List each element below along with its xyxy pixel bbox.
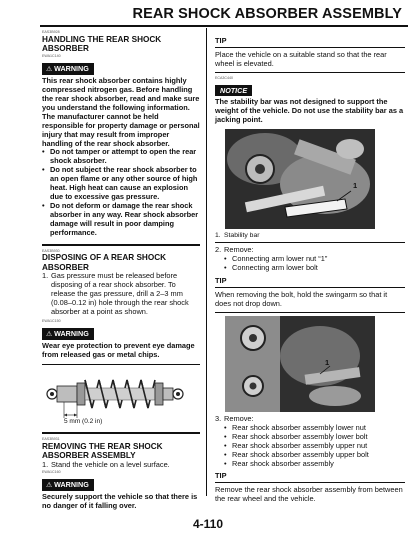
list-item: • Connecting arm lower bolt xyxy=(224,263,318,273)
shock-absorber-illustration xyxy=(42,368,200,430)
step-item: 1. Gas pressure must be released before disposing of a rear shock absorber. To release the gas pressure, drill a 2–3 mm (0.08–0.12 in) hole through the rear shock absorber at a point as shown. xyxy=(42,271,189,316)
dimension-label: 5 mm (0.2 in) xyxy=(64,418,103,426)
notice-text: The stability bar was not designed to support the weight of the vehicle. Do not use the stability bar as a jacking point. xyxy=(215,97,404,125)
stability-bar-photo-art xyxy=(225,129,375,229)
warning-code: EWA1C160 xyxy=(42,469,61,474)
bullet-icon: • xyxy=(42,165,45,175)
section-code: EAS3B931 xyxy=(42,437,60,442)
shock-absorber-photo xyxy=(225,316,375,412)
warning-triangle-icon: ⚠ xyxy=(46,66,53,74)
left-column xyxy=(42,30,200,511)
shock-absorber-photo-art xyxy=(225,316,375,412)
divider xyxy=(215,312,405,313)
section-heading-handling: HANDLING THE REAR SHOCK ABSORBER xyxy=(42,34,162,54)
list-item: • Rear shock absorber assembly lower nut xyxy=(224,422,366,432)
divider xyxy=(215,72,405,73)
tip-label: TIP xyxy=(215,36,227,45)
section-heading-disposing: DISPOSING OF A REAR SHOCK ABSORBER xyxy=(42,253,167,272)
list-item: • Do not tamper or attempt to open the rear shock absorber. xyxy=(42,147,197,166)
warning-text: This rear shock absorber contains highly compressed nitrogen gas. Before handling the rear shock absorber, read and make sure you understand the following information. The manufacturer cannot be held responsible for property damage or personal injury that may result from improper handling of the rear shock absorber. xyxy=(42,76,200,148)
section-code: EAS3B930 xyxy=(42,248,60,253)
list-item: • Rear shock absorber assembly upper bolt xyxy=(224,449,369,459)
notice-code: ECA3C440 xyxy=(215,75,233,80)
bullet-icon: • xyxy=(42,200,45,210)
warning-label: WARNING xyxy=(54,329,89,339)
bullet-icon: • xyxy=(224,440,227,450)
bullet-icon: • xyxy=(224,263,227,273)
bullet-icon: • xyxy=(224,254,227,264)
tip-label: TIP xyxy=(215,276,227,286)
warning-code: EWA1C150 xyxy=(42,318,61,323)
tip-text: When removing the bolt, hold the swingarm so that it does not drop down. xyxy=(215,290,388,309)
divider xyxy=(215,287,405,288)
stability-bar-photo xyxy=(225,129,375,229)
callout-number: 1 xyxy=(353,181,358,191)
divider xyxy=(215,242,405,243)
divider xyxy=(215,47,405,48)
notice-badge: NOTICE xyxy=(215,85,252,96)
tip-text: Place the vehicle on a suitable stand so that the rear wheel is elevated. xyxy=(215,50,387,68)
list-item: • Rear shock absorber assembly lower bolt xyxy=(224,431,368,441)
warning-badge xyxy=(42,479,94,491)
warning-code: EWA1C140 xyxy=(42,53,61,58)
tip-label: TIP xyxy=(215,471,227,481)
tip-text: Remove the rear shock absorber assembly from between the rear wheel and the vehicle. xyxy=(215,485,403,504)
caption-item: 1. Stability bar xyxy=(215,232,260,240)
section-divider xyxy=(42,432,200,434)
warning-text: Wear eye protection to prevent eye damage from released gas or metal chips. xyxy=(42,341,195,360)
warning-triangle-icon: ⚠ xyxy=(46,331,53,339)
page-number: 4-110 xyxy=(192,517,224,531)
bullet-icon: • xyxy=(224,458,227,468)
bullet-icon: • xyxy=(224,431,227,441)
list-item: • Connecting arm lower nut “1” xyxy=(224,254,328,264)
header-rule xyxy=(40,25,408,27)
section-heading-removing: REMOVING THE REAR SHOCK ABSORBER ASSEMBLY xyxy=(42,441,163,461)
section-divider xyxy=(42,244,200,246)
step-item: 3. Remove: xyxy=(215,413,254,423)
list-item: • Rear shock absorber assembly xyxy=(224,458,334,468)
warning-label: WARNING xyxy=(54,64,89,74)
step-item: 1. Stand the vehicle on a level surface. xyxy=(42,459,170,469)
section-code: EAS3B928 xyxy=(42,30,60,34)
bullet-icon: • xyxy=(42,147,45,157)
step-item: 2. Remove: xyxy=(215,245,254,255)
bullet-icon: • xyxy=(224,422,227,432)
warning-text: Securely support the vehicle so that there is no danger of it falling over. xyxy=(42,492,198,511)
warning-badge xyxy=(42,328,94,340)
divider xyxy=(42,364,200,365)
page-title: REAR SHOCK ABSORBER ASSEMBLY xyxy=(132,6,402,22)
warning-label: WARNING xyxy=(54,480,89,490)
bullet-icon: • xyxy=(224,449,227,459)
list-item: • Rear shock absorber assembly upper nut xyxy=(224,440,368,450)
list-item: • Do not deform or damage the rear shock absorber in any way. Rear shock absorber damage will result in poor damping performance. xyxy=(42,200,199,237)
callout-number: 1 xyxy=(325,357,330,367)
warning-triangle-icon: ⚠ xyxy=(46,482,53,490)
warning-badge xyxy=(42,63,94,75)
divider xyxy=(215,482,405,483)
right-column xyxy=(215,30,405,504)
column-divider xyxy=(206,28,207,496)
list-item: • Do not subject the rear shock absorber to an open flame or any other source of high heat. High heat can cause an explosion due to excessive gas pressure. xyxy=(42,165,198,201)
